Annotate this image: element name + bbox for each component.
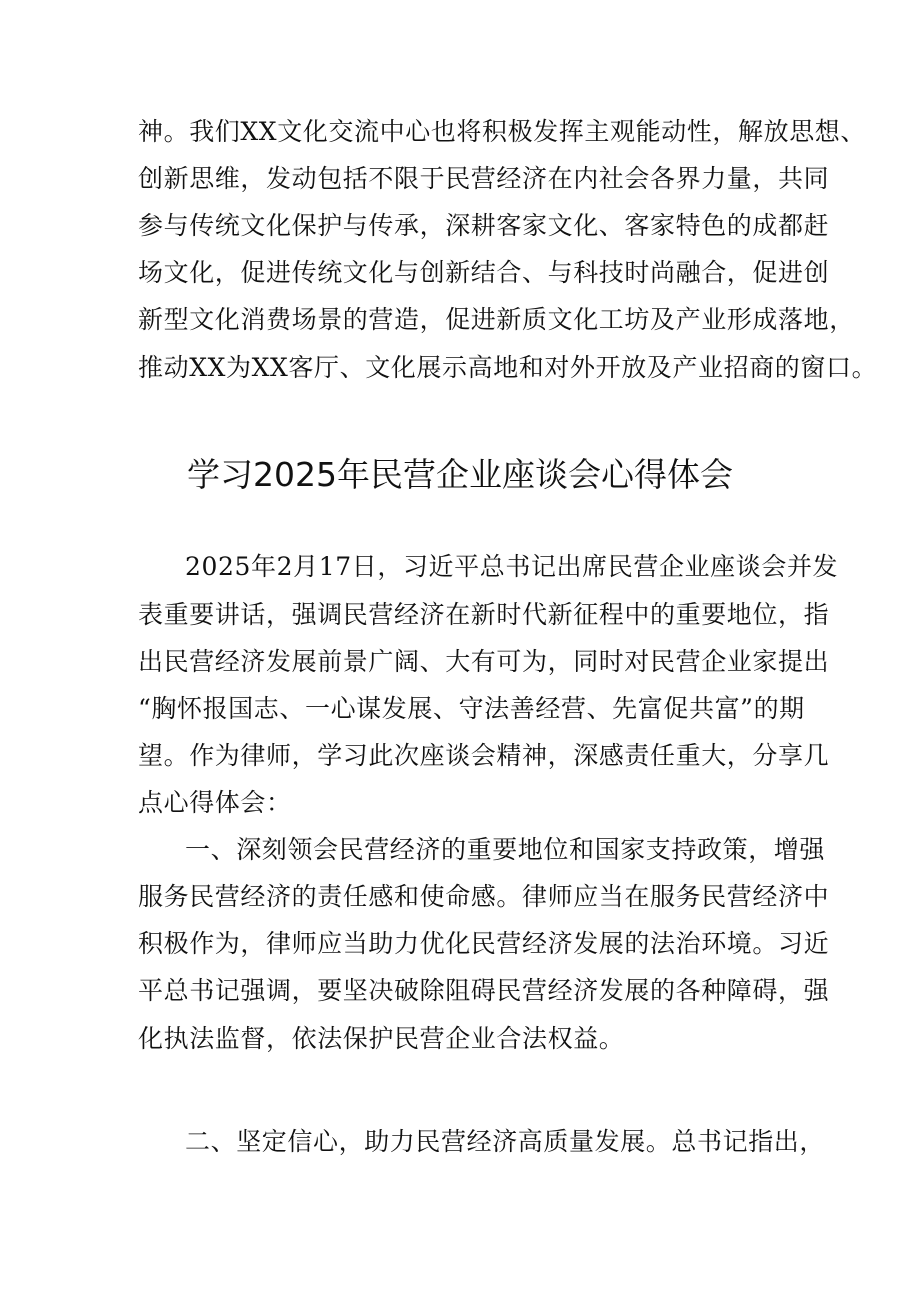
para2-line-3: 积极作为，律师应当助力优化民营经济发展的法治环境。习近 bbox=[138, 929, 830, 958]
para2-line-5: 化执法监督，依法保护民营企业合法权益。 bbox=[138, 1024, 625, 1053]
para1-line-3: 出民营经济发展前景广阔、大有可为，同时对民营企业家提出 bbox=[138, 647, 830, 676]
intro-line-2: 创新思维，发动包括不限于民营经济在内社会各界力量，共同 bbox=[138, 164, 830, 193]
para2-line-2: 服务民营经济的责任感和使命感。律师应当在服务民营经济中 bbox=[138, 882, 830, 911]
document-title: 学习2025年民营企业座谈会心得体会 bbox=[187, 455, 733, 494]
intro-line-3: 参与传统文化保护与传承，深耕客家文化、客家特色的成都赶 bbox=[138, 211, 830, 240]
para1-line-4: “胸怀报国志、一心谋发展、守法善经营、先富促共富”的期 bbox=[138, 694, 805, 723]
para2-line-4: 平总书记强调，要坚决破除阻碍民营经济发展的各种障碍，强 bbox=[138, 976, 830, 1005]
para1-line-6: 点心得体会： bbox=[138, 788, 292, 817]
para2-line-1: 一、深刻领会民营经济的重要地位和国家支持政策，增强 bbox=[185, 835, 826, 864]
para1-line-1: 2025年2月17日，习近平总书记出席民营企业座谈会并发 bbox=[185, 552, 839, 581]
intro-line-1: 神。我们XX文化交流中心也将积极发挥主观能动性，解放思想、 bbox=[138, 117, 866, 146]
intro-line-5: 新型文化消费场景的营造，促进新质文化工坊及产业形成落地， bbox=[138, 305, 855, 334]
para1-line-2: 表重要讲话，强调民营经济在新时代新征程中的重要地位，指 bbox=[138, 600, 830, 629]
intro-line-6: 推动XX为XX客厅、文化展示高地和对外开放及产业招商的窗口。 bbox=[138, 353, 878, 382]
intro-line-4: 场文化，促进传统文化与创新结合、与科技时尚融合，促进创 bbox=[138, 258, 830, 287]
para3-line-1: 二、坚定信心，助力民营经济高质量发展。总书记指出， bbox=[185, 1127, 826, 1156]
para1-line-5: 望。作为律师，学习此次座谈会精神，深感责任重大，分享几 bbox=[138, 741, 830, 770]
